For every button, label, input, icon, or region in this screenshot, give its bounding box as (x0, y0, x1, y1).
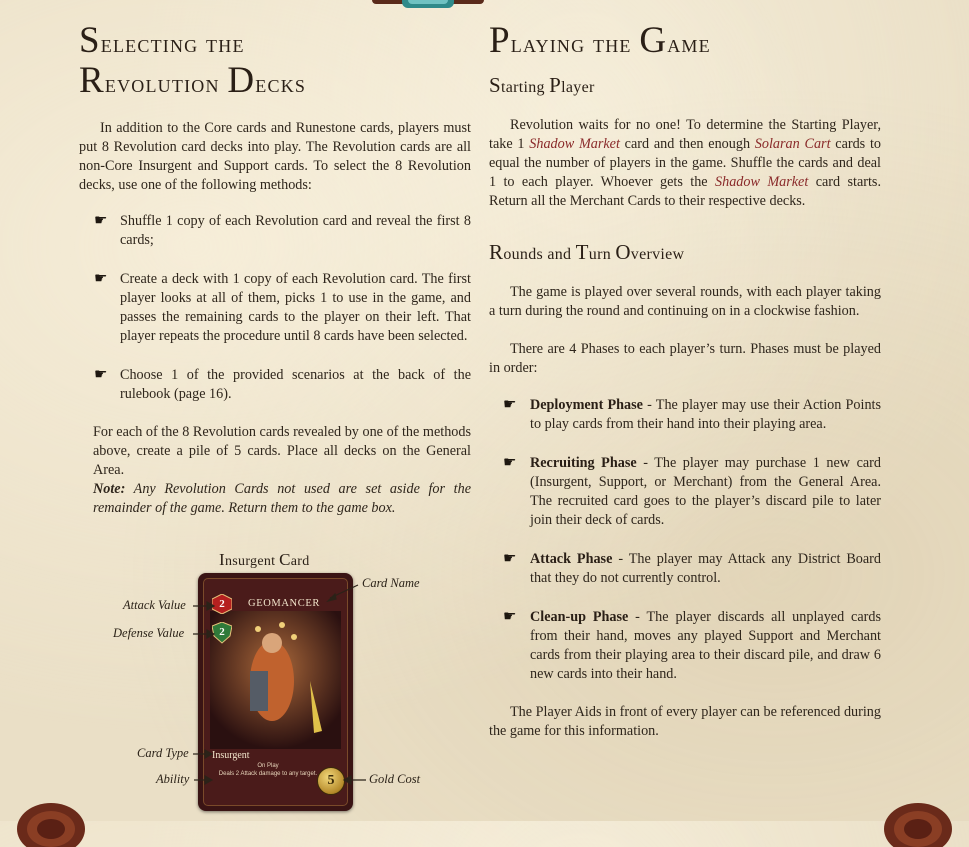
phase-item: ☛ Clean-up Phase - The player discards all unplayed cards from their hand, moves any played Support and Merchant cards from their playing area to their discard pile, and draw 6 new cards into their hand. (503, 609, 881, 682)
defense-value-badge: 2 (212, 622, 232, 642)
callout-card-name: Card Name (362, 576, 420, 590)
callout-card-type: Card Type (137, 746, 189, 760)
card-type: Insurgent (212, 750, 250, 761)
pointing-hand-icon: ☛ (94, 367, 108, 383)
starting-player-paragraph: Revolution waits for no one! To determine the Starting Player, take 1 Shadow Market card and then enough Solaran Cart cards to equal the number of players in the game. Shuffle the cards and deal 1 to each player. Whoever gets the Shadow Market card starts. Return all the Merchant Cards to their respective decks. (489, 117, 881, 209)
phases-intro-paragraph: There are 4 Phases to each player’s turn. Phases must be played in order: (489, 341, 881, 376)
card-name-solaran-cart: Solaran Cart (754, 136, 831, 152)
phase-item: ☛ Attack Phase - The player may Attack any District Board that they do not currently control. (503, 551, 881, 586)
pointing-hand-icon: ☛ (503, 455, 517, 471)
method-item: ☛ Shuffle 1 copy of each Revolution card and reveal the first 8 cards; (94, 213, 471, 248)
note-label: Note: (93, 481, 126, 497)
callout-attack-value: Attack Value (123, 598, 186, 612)
corner-ornament-right (881, 789, 955, 847)
player-aids-paragraph: The Player Aids in front of every player can be referenced during the game for this information. (489, 704, 881, 739)
rounds-paragraph: The game is played over several rounds, with each player taking a turn during the round and continuing on in a clockwise fashion. (489, 284, 881, 319)
heading-starting-player: Starting Player (489, 73, 595, 97)
card-ability: On Play Deals 2 Attack damage to any target. (218, 763, 318, 777)
insurgent-card-example (198, 573, 353, 811)
card-name-shadow-market: Shadow Market (529, 136, 620, 152)
callout-ability: Ability (156, 772, 190, 786)
pointing-hand-icon: ☛ (503, 551, 517, 567)
callout-defense-value: Defense Value (113, 626, 185, 640)
pointing-hand-icon: ☛ (503, 609, 517, 625)
section-title-playing-game: Playing the Game (489, 20, 711, 61)
gold-cost-coin: 5 (317, 767, 345, 795)
pointing-hand-icon: ☛ (94, 213, 108, 229)
heading-rounds-overview: Rounds and Turn Overview (489, 240, 685, 264)
pointing-hand-icon: ☛ (503, 397, 517, 413)
method-list (79, 212, 471, 404)
callout-gold-cost: Gold Cost (369, 772, 421, 786)
figure-title: Insurgent Card (219, 550, 310, 569)
corner-ornament-left (14, 789, 88, 847)
phase-item: ☛ Recruiting Phase - The player may purchase 1 new card (Insurgent, Support, or Merchant) from the General Area. The recruited card goes to the player’s discard pile to later join their deck of cards. (503, 455, 881, 528)
method-item: ☛ Create a deck with 1 copy of each Revolution card. The first player looks at all of them, picks 1 to use in the game, and passes the remaining cards to the player on their left. That player repeats the procedure until 8 cards have been selected. (94, 271, 471, 344)
phase-item: ☛ Deployment Phase - The player may use their Action Points to play cards from their hand into their playing area. (503, 397, 882, 432)
revolution-piles-paragraph: For each of the 8 Revolution cards revealed by one of the methods above, create a pile of 5 cards. Place all decks on the General Area. (93, 424, 471, 478)
card-name-shadow-market: Shadow Market (715, 174, 809, 190)
phase-list (489, 396, 881, 684)
pointing-hand-icon: ☛ (94, 271, 108, 287)
top-ornament (372, 0, 484, 12)
note-paragraph: Note: Any Revolution Cards not used are set aside for the remainder of the game. Return them to the game box. (93, 481, 471, 516)
section-title-selecting-decks: Selecting the Revolution Decks (79, 20, 307, 101)
attack-value-badge: 2 (212, 594, 232, 614)
left-column (79, 22, 471, 518)
card-name: GEOMANCER (248, 598, 320, 609)
right-column (489, 22, 881, 741)
intro-paragraph: In addition to the Core cards and Runestone cards, players must put 8 Revolution card decks into play. The Revolution cards are all non-Core Insurgent and Support cards. To select the 8 Revolution decks, use one of the following methods: (79, 120, 471, 193)
method-item: ☛ Choose 1 of the provided scenarios at the back of the rulebook (page 16). (94, 367, 471, 402)
